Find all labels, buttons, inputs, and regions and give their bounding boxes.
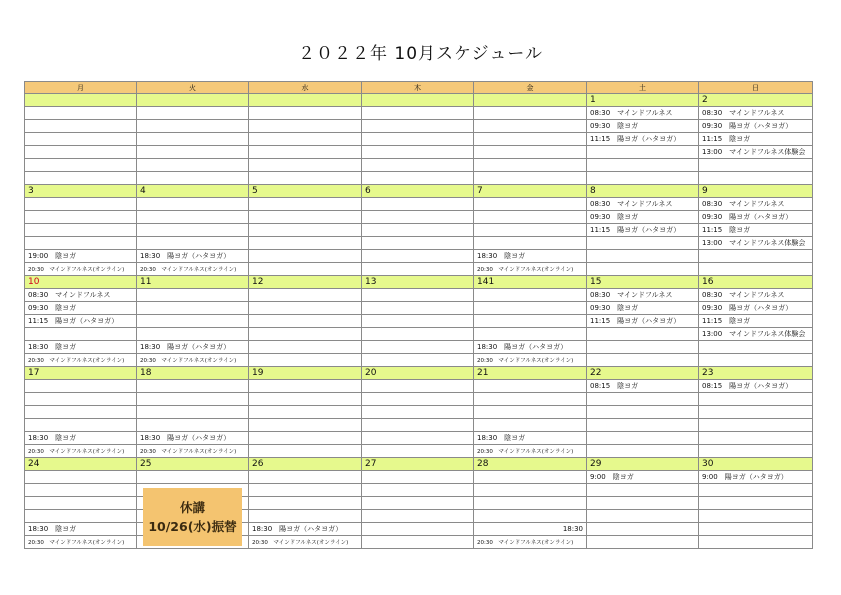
event-cell: [137, 159, 249, 172]
date-row: [25, 276, 813, 289]
event-cell: [587, 406, 699, 419]
event-cell: 11:15 陰ヨガ: [699, 315, 813, 328]
event-cell: [249, 302, 362, 315]
date-cell: 24: [25, 458, 137, 471]
date-cell: [25, 94, 137, 107]
event-cell: [474, 224, 587, 237]
event-cell: [474, 198, 587, 211]
event-cell: [249, 211, 362, 224]
event-cell: 11:15 陰ヨガ: [699, 133, 813, 146]
event-cell: [249, 497, 362, 510]
event-cell: [249, 250, 362, 263]
event-cell: [25, 406, 137, 419]
event-cell: [137, 120, 249, 133]
event-cell: [587, 237, 699, 250]
page-title: ２０２２年 10月スケジュール: [297, 44, 543, 64]
event-row: [25, 471, 813, 484]
event-cell: [362, 237, 474, 250]
event-cell: [362, 120, 474, 133]
event-cell: [362, 380, 474, 393]
event-row: [25, 289, 813, 302]
event-cell: [362, 146, 474, 159]
event-cell: [137, 302, 249, 315]
event-cell: [587, 328, 699, 341]
event-row: [25, 198, 813, 211]
event-cell: 11:15 陽ヨガ（ハタヨガ）: [587, 224, 699, 237]
event-cell: [137, 419, 249, 432]
event-cell: [587, 354, 699, 367]
date-cell: 27: [362, 458, 474, 471]
event-cell: [362, 432, 474, 445]
event-cell: 20:30 マインドフルネス(オンライン): [25, 536, 137, 549]
date-cell: 18: [137, 367, 249, 380]
event-cell: 19:00 陰ヨガ: [25, 250, 137, 263]
event-cell: [137, 328, 249, 341]
event-cell: [474, 146, 587, 159]
event-cell: 20:30 マインドフルネス(オンライン): [474, 263, 587, 276]
event-cell: [25, 510, 137, 523]
notice-line-2: 10/26(水)振替: [148, 519, 237, 534]
weekday-header-row: [25, 82, 813, 94]
event-cell: [699, 523, 813, 536]
event-cell: 08:30 マインドフルネス: [587, 107, 699, 120]
date-cell: 23: [699, 367, 813, 380]
event-cell: [249, 432, 362, 445]
weekday-header: 金: [474, 82, 587, 94]
event-cell: [474, 380, 587, 393]
event-cell: 18:30 陰ヨガ: [25, 432, 137, 445]
event-cell: [249, 198, 362, 211]
event-cell: 08:30 マインドフルネス: [699, 107, 813, 120]
date-cell: 141: [474, 276, 587, 289]
event-cell: [249, 328, 362, 341]
event-cell: 20:30 マインドフルネス(オンライン): [137, 263, 249, 276]
event-cell: [474, 510, 587, 523]
event-cell: [137, 107, 249, 120]
event-row: [25, 328, 813, 341]
event-cell: [362, 302, 474, 315]
event-cell: 08:30 マインドフルネス: [587, 289, 699, 302]
event-row: [25, 393, 813, 406]
event-cell: [699, 406, 813, 419]
event-cell: [249, 237, 362, 250]
date-cell: 2: [699, 94, 813, 107]
event-cell: [25, 393, 137, 406]
event-cell: 18:30 陰ヨガ: [474, 250, 587, 263]
event-cell: [137, 224, 249, 237]
event-cell: 20:30 マインドフルネス(オンライン): [25, 263, 137, 276]
event-cell: [587, 419, 699, 432]
event-cell: 20:30 マインドフルネス(オンライン): [137, 354, 249, 367]
event-cell: [25, 120, 137, 133]
date-cell: 12: [249, 276, 362, 289]
event-cell: [362, 328, 474, 341]
event-cell: [249, 120, 362, 133]
event-row: [25, 237, 813, 250]
event-cell: [137, 146, 249, 159]
event-row: [25, 380, 813, 393]
event-cell: 13:00 マインドフルネス体験会: [699, 237, 813, 250]
event-cell: [699, 341, 813, 354]
date-cell: 30: [699, 458, 813, 471]
event-cell: 18:30 陽ヨガ（ハタヨガ）: [249, 523, 362, 536]
event-cell: [249, 471, 362, 484]
event-cell: 08:15 陰ヨガ: [587, 380, 699, 393]
event-cell: [137, 393, 249, 406]
event-cell: 13:00 マインドフルネス体験会: [699, 328, 813, 341]
date-cell: 21: [474, 367, 587, 380]
event-cell: [362, 341, 474, 354]
date-cell: 9: [699, 185, 813, 198]
date-cell: 13: [362, 276, 474, 289]
event-row: [25, 302, 813, 315]
event-cell: [249, 419, 362, 432]
event-cell: [362, 289, 474, 302]
event-cell: [137, 172, 249, 185]
event-cell: [474, 484, 587, 497]
date-cell: [362, 94, 474, 107]
event-cell: [137, 406, 249, 419]
event-cell: [474, 172, 587, 185]
date-cell: 11: [137, 276, 249, 289]
event-cell: [25, 159, 137, 172]
event-cell: [474, 302, 587, 315]
event-row: [25, 250, 813, 263]
event-cell: 09:30 陽ヨガ（ハタヨガ）: [699, 120, 813, 133]
event-cell: 08:30 マインドフルネス: [25, 289, 137, 302]
event-cell: [587, 484, 699, 497]
event-row: [25, 120, 813, 133]
event-row: [25, 224, 813, 237]
event-cell: 18:30 陰ヨガ: [25, 341, 137, 354]
event-cell: [474, 328, 587, 341]
event-cell: [249, 380, 362, 393]
event-cell: [249, 289, 362, 302]
weekday-header: 木: [362, 82, 474, 94]
event-cell: 18:30 陽ヨガ（ハタヨガ）: [137, 250, 249, 263]
event-cell: 18:30 陰ヨガ: [25, 523, 137, 536]
event-cell: 9:00 陰ヨガ: [587, 471, 699, 484]
event-cell: 08:30 マインドフルネス: [699, 198, 813, 211]
event-cell: [137, 198, 249, 211]
event-cell: [699, 354, 813, 367]
event-cell: 11:15 陽ヨガ（ハタヨガ）: [587, 315, 699, 328]
date-row: [25, 458, 813, 471]
date-row: [25, 367, 813, 380]
event-row: [25, 341, 813, 354]
event-cell: 09:30 陰ヨガ: [587, 120, 699, 133]
event-row: [25, 211, 813, 224]
event-cell: [249, 406, 362, 419]
event-cell: [587, 146, 699, 159]
event-cell: 08:30 マインドフルネス: [587, 198, 699, 211]
event-cell: 20:30 マインドフルネス(オンライン): [474, 536, 587, 549]
schedule-calendar: [24, 81, 813, 549]
event-cell: [25, 497, 137, 510]
event-cell: [587, 497, 699, 510]
cancellation-notice: [143, 488, 242, 546]
event-row: [25, 354, 813, 367]
event-cell: [249, 510, 362, 523]
event-cell: [249, 315, 362, 328]
event-row: [25, 315, 813, 328]
event-cell: [249, 341, 362, 354]
event-row: [25, 133, 813, 146]
event-cell: [25, 133, 137, 146]
date-cell: 28: [474, 458, 587, 471]
event-cell: [137, 133, 249, 146]
date-cell: 25: [137, 458, 249, 471]
event-cell: [25, 146, 137, 159]
event-cell: [362, 172, 474, 185]
event-cell: 20:30 マインドフルネス(オンライン): [474, 445, 587, 458]
event-cell: [474, 133, 587, 146]
event-cell: 18:30 陰ヨガ: [474, 432, 587, 445]
date-cell: 19: [249, 367, 362, 380]
weekday-header: 火: [137, 82, 249, 94]
event-cell: [362, 445, 474, 458]
date-cell: 17: [25, 367, 137, 380]
event-cell: [587, 536, 699, 549]
event-cell: [474, 419, 587, 432]
event-cell: [587, 172, 699, 185]
event-cell: [362, 224, 474, 237]
event-cell: [362, 159, 474, 172]
event-cell: [362, 354, 474, 367]
event-cell: [587, 250, 699, 263]
event-cell: [699, 250, 813, 263]
event-row: [25, 406, 813, 419]
date-cell: 7: [474, 185, 587, 198]
event-cell: [249, 484, 362, 497]
event-cell: 11:15 陽ヨガ（ハタヨガ）: [587, 133, 699, 146]
event-cell: [474, 497, 587, 510]
event-cell: 09:30 陰ヨガ: [587, 211, 699, 224]
event-row: [25, 445, 813, 458]
event-cell: [587, 445, 699, 458]
event-cell: [699, 432, 813, 445]
event-cell: [699, 536, 813, 549]
event-cell: [362, 250, 474, 263]
event-cell: [699, 445, 813, 458]
date-cell: [137, 94, 249, 107]
event-cell: 08:30 マインドフルネス: [699, 289, 813, 302]
event-cell: 09:30 陽ヨガ（ハタヨガ）: [699, 302, 813, 315]
event-cell: [362, 471, 474, 484]
event-cell: [249, 146, 362, 159]
event-row: [25, 419, 813, 432]
event-cell: [474, 120, 587, 133]
event-cell: 20:30 マインドフルネス(オンライン): [249, 536, 362, 549]
event-cell: [137, 289, 249, 302]
event-cell: [699, 484, 813, 497]
date-cell: 22: [587, 367, 699, 380]
event-cell: [587, 510, 699, 523]
date-cell: 20: [362, 367, 474, 380]
event-cell: [587, 393, 699, 406]
event-cell: [699, 172, 813, 185]
event-cell: [249, 133, 362, 146]
weekday-header: 土: [587, 82, 699, 94]
event-cell: [362, 211, 474, 224]
event-row: [25, 146, 813, 159]
event-cell: [474, 406, 587, 419]
event-row: [25, 172, 813, 185]
event-row: [25, 159, 813, 172]
event-cell: [362, 107, 474, 120]
event-cell: [362, 523, 474, 536]
event-cell: [699, 393, 813, 406]
event-cell: [474, 107, 587, 120]
date-cell: 15: [587, 276, 699, 289]
event-cell: [699, 510, 813, 523]
event-cell: [474, 393, 587, 406]
event-cell: 13:00 マインドフルネス体験会: [699, 146, 813, 159]
date-cell: [474, 94, 587, 107]
event-cell: 11:15 陰ヨガ: [699, 224, 813, 237]
event-cell: [137, 315, 249, 328]
date-cell: 5: [249, 185, 362, 198]
date-cell: 26: [249, 458, 362, 471]
event-cell: 20:30 マインドフルネス(オンライン): [25, 354, 137, 367]
event-cell: [25, 107, 137, 120]
event-cell: [25, 484, 137, 497]
weekday-header: 水: [249, 82, 362, 94]
event-cell: 08:15 陽ヨガ（ハタヨガ）: [699, 380, 813, 393]
event-cell: [474, 159, 587, 172]
date-row: [25, 185, 813, 198]
event-cell: [362, 484, 474, 497]
event-cell: [474, 315, 587, 328]
date-cell: 6: [362, 185, 474, 198]
event-cell: [362, 133, 474, 146]
event-cell: [699, 419, 813, 432]
event-cell: [25, 237, 137, 250]
event-cell: [474, 471, 587, 484]
event-cell: [25, 198, 137, 211]
event-cell: [362, 198, 474, 211]
event-cell: [362, 263, 474, 276]
event-cell: 18:30 陽ヨガ（ハタヨガ）: [137, 432, 249, 445]
event-cell: [587, 432, 699, 445]
event-cell: 09:30 陽ヨガ（ハタヨガ）: [699, 211, 813, 224]
event-cell: [587, 341, 699, 354]
event-cell: 9:00 陽ヨガ（ハタヨガ）: [699, 471, 813, 484]
date-cell: 3: [25, 185, 137, 198]
event-cell: [25, 419, 137, 432]
event-cell: [699, 497, 813, 510]
date-cell: 29: [587, 458, 699, 471]
event-cell: [25, 224, 137, 237]
event-cell: [25, 471, 137, 484]
date-cell: [249, 94, 362, 107]
event-cell: [362, 315, 474, 328]
event-cell: [249, 107, 362, 120]
weekday-header: 月: [25, 82, 137, 94]
event-cell: 20:30 マインドフルネス(オンライン): [137, 445, 249, 458]
event-cell: [137, 237, 249, 250]
event-cell: [587, 523, 699, 536]
event-cell: [249, 159, 362, 172]
event-cell: 20:30 マインドフルネス(オンライン): [25, 445, 137, 458]
event-cell: [362, 536, 474, 549]
date-cell: 8: [587, 185, 699, 198]
event-row: [25, 263, 813, 276]
event-cell: [249, 393, 362, 406]
event-cell: [587, 263, 699, 276]
event-cell: [249, 263, 362, 276]
date-cell: 4: [137, 185, 249, 198]
event-cell: [25, 328, 137, 341]
event-cell: [25, 211, 137, 224]
event-cell: [25, 380, 137, 393]
event-cell: [362, 406, 474, 419]
event-cell: [699, 159, 813, 172]
event-row: [25, 432, 813, 445]
event-cell: [474, 211, 587, 224]
event-cell: [587, 159, 699, 172]
event-cell: [249, 354, 362, 367]
event-cell: [474, 237, 587, 250]
event-cell: [137, 471, 249, 484]
date-cell: 16: [699, 276, 813, 289]
date-row: [25, 94, 813, 107]
event-cell: [362, 393, 474, 406]
event-cell: 18:30: [474, 523, 587, 536]
notice-line-1: 休講: [179, 500, 205, 515]
event-cell: [25, 172, 137, 185]
event-cell: [137, 380, 249, 393]
event-cell: [249, 445, 362, 458]
weekday-header: 日: [699, 82, 813, 94]
event-cell: 18:30 陽ヨガ（ハタヨガ）: [474, 341, 587, 354]
event-cell: [699, 263, 813, 276]
event-cell: [362, 510, 474, 523]
date-cell: 1: [587, 94, 699, 107]
event-cell: [474, 289, 587, 302]
event-cell: 11:15 陽ヨガ（ハタヨガ）: [25, 315, 137, 328]
event-cell: 09:30 陰ヨガ: [25, 302, 137, 315]
event-cell: [249, 172, 362, 185]
event-row: [25, 107, 813, 120]
date-cell: 10: [25, 276, 137, 289]
event-cell: [137, 211, 249, 224]
event-cell: 20:30 マインドフルネス(オンライン): [474, 354, 587, 367]
event-cell: 09:30 陰ヨガ: [587, 302, 699, 315]
event-cell: [362, 497, 474, 510]
event-cell: [362, 419, 474, 432]
event-cell: 18:30 陽ヨガ（ハタヨガ）: [137, 341, 249, 354]
event-cell: [249, 224, 362, 237]
